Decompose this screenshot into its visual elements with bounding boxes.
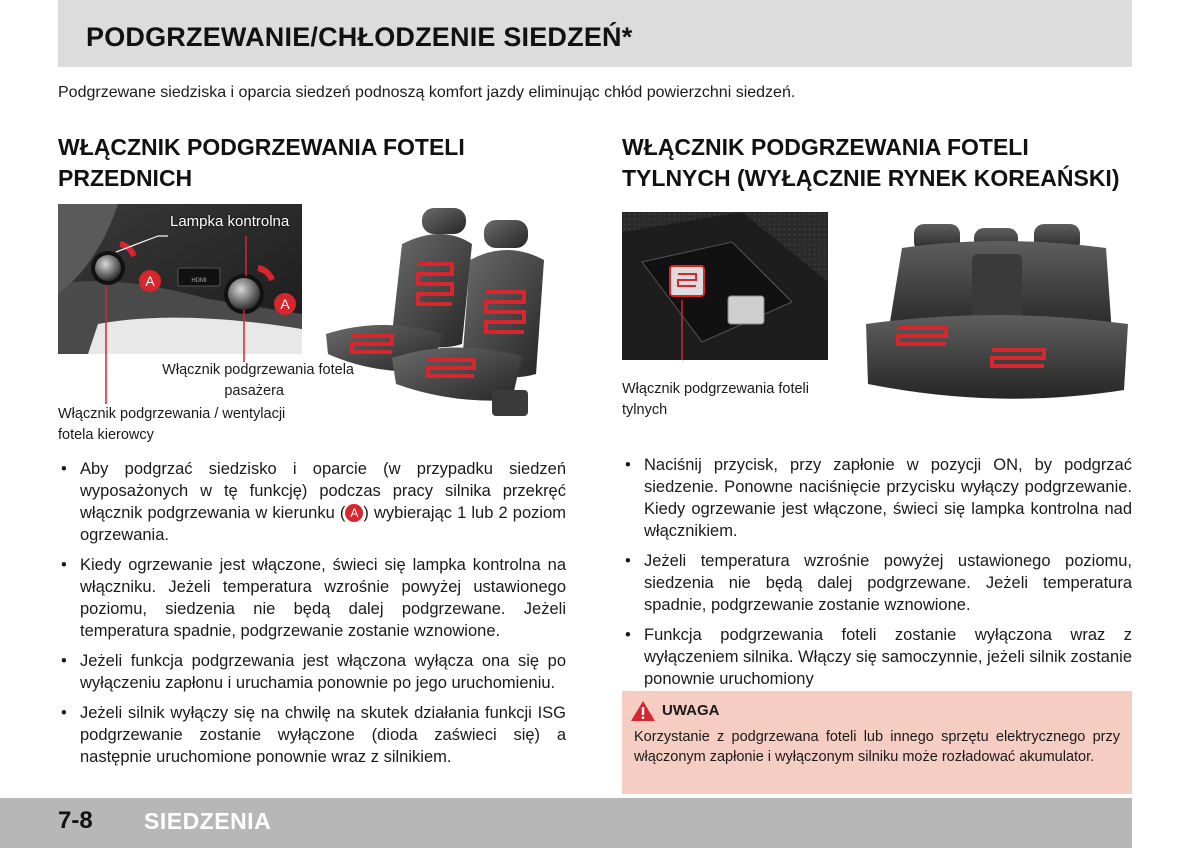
rear-caption-line2: tylnych [622, 402, 668, 418]
rear-caption-line1: Włącznik podgrzewania foteli [622, 381, 809, 397]
right-bullet-3: • Funkcja podgrzewania foteli zostanie wyłączona wraz z wyłączeniem silnika. Włączy się samoczynnie, jeżeli silnik zostanie ponownie uruchomiony [622, 624, 1132, 690]
lamp-label: Lampka kontrolna [170, 213, 290, 230]
right-bullet-2: • Jeżeli temperatura wzrośnie powyżej ustawionego poziomu, siedzenia nie będą dalej podgrzewane. Jeżeli temperatura spadnie, podgrzewanie zostanie wznowione. [622, 550, 1132, 616]
right-heading [622, 132, 1142, 194]
driver-caption [58, 404, 328, 446]
left-bullet-1-text-a: Aby podgrzać siedzisko i oparcie (w przypadku siedzeń wyposażonych w tę funkcję) podczas pracy silnika przekręć włącznik podgrzewania w kierunku ( [80, 460, 566, 522]
hdmi-label: HDMI [191, 278, 207, 284]
passenger-caption-line2: pasażera [224, 383, 284, 399]
rear-seat-image [862, 214, 1132, 424]
warning-title: UWAGA [662, 702, 720, 719]
left-bullet-3: • Jeżeli funkcja podgrzewania jest włączona wyłącza ona się po wyłączeniu zapłonu i uruchamia ponownie po jego uruchomieniu. [58, 650, 566, 694]
rear-switch-illustration [622, 212, 828, 360]
left-heading-line1: WŁĄCZNIK PODGRZEWANIA FOTELI [58, 134, 465, 160]
rear-switch-photo [622, 212, 828, 360]
warning-text: Korzystanie z podgrzewana foteli lub innego sprzętu elektrycznego przy włączonym zapłonie i wyłączonym silniku może rozładować akumulator. [634, 729, 1120, 765]
left-bullet-4: • Jeżeli silnik wyłączy się na chwilę na skutek działania funkcji ISG podgrzewanie zostanie wyłączone (dioda zaświeci się) a następnie uruchomione ponownie wraz z silnikiem. [58, 702, 566, 768]
page-number: 7-8 [58, 807, 93, 834]
right-heading-line2: TYLNYCH (WYŁĄCZNIE RYNEK KOREAŃSKI) [622, 165, 1120, 191]
front-seats-image [322, 204, 552, 426]
warning-icon [630, 700, 656, 722]
front-seats-illustration [322, 204, 552, 426]
left-bullet-list [58, 458, 566, 776]
left-heading [58, 132, 578, 194]
left-bullet-1-text-b: ) wybierając 1 lub 2 poziom ogrzewania. [80, 504, 567, 544]
passenger-caption-line1: Włącznik podgrzewania fotela [162, 362, 354, 378]
right-bullet-list [622, 454, 1132, 698]
page-title: PODGRZEWANIE/CHŁODZENIE SIEDZEŃ* [86, 22, 633, 52]
driver-caption-line2: fotela kierowcy [58, 427, 154, 443]
a-marker-right-label: A [280, 296, 290, 312]
driver-caption-line1: Włącznik podgrzewania / wentylacji [58, 406, 286, 422]
rear-seat-illustration [862, 214, 1132, 424]
section-name: SIEDZENIA [144, 808, 272, 834]
right-heading-line1: WŁĄCZNIK PODGRZEWANIA FOTELI [622, 134, 1029, 160]
left-bullet-1 [58, 458, 566, 546]
a-marker-left-label: A [145, 273, 155, 289]
left-bullet-2: • Kiedy ogrzewanie jest włączone, świeci się lampka kontrolna na włączniku. Jeżeli temperatura wzrośnie powyżej ustawionego poziomu, siedzenia nie będą dalej podgrzewane. Jeżeli temperatura spadnie, podgrzewanie zostanie wznowione. [58, 554, 566, 642]
intro-text: Podgrzewane siedziska i oparcia siedzeń podnoszą komfort jazdy eliminując chłód powierzchni siedzeń. [58, 84, 796, 101]
a-badge: A [345, 504, 363, 522]
left-heading-line2: PRZEDNICH [58, 165, 193, 191]
passenger-caption [100, 360, 354, 402]
rear-caption [622, 379, 852, 421]
right-bullet-1: • Naciśnij przycisk, przy zapłonie w pozycji ON, by podgrzać siedzenie. Ponowne naciśnięcie przycisku wyłączy podgrzewanie. Kiedy ogrzewanie jest włączone, świeci się lampka kontrolna nad włącznikiem. [622, 454, 1132, 542]
